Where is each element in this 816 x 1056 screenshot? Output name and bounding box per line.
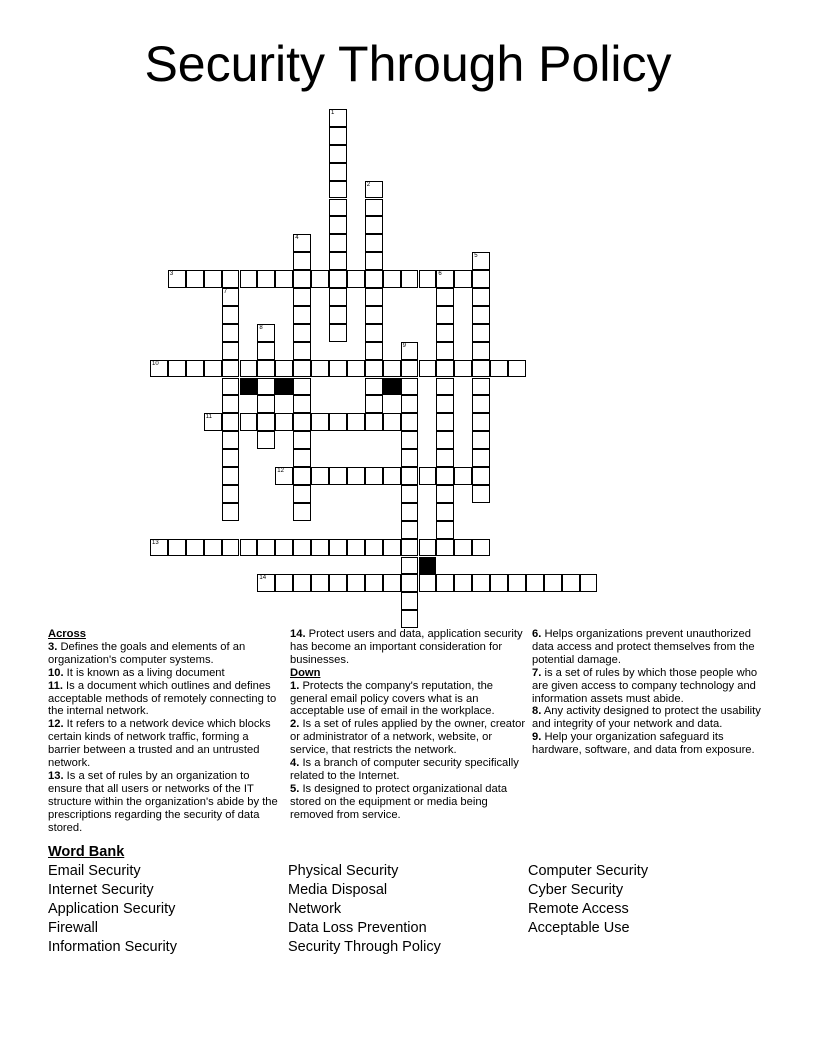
grid-cell[interactable] [508,360,526,378]
grid-cell[interactable] [329,252,347,270]
grid-cell[interactable] [365,539,383,557]
grid-cell[interactable] [472,252,490,270]
grid-cell[interactable] [293,431,311,449]
grid-cell[interactable] [222,503,240,521]
clue-number: 10 [152,360,159,367]
grid-cell[interactable] [293,503,311,521]
clue-number-label: 8. [532,705,542,718]
grid-cell[interactable] [186,270,204,288]
grid-cell[interactable] [329,163,347,181]
grid-cell[interactable] [365,395,383,413]
grid-cell[interactable] [329,306,347,324]
grid-cell[interactable] [347,360,365,378]
grid-cell[interactable] [454,539,472,557]
clue [48,680,284,719]
grid-cell[interactable] [508,574,526,592]
clue [48,641,284,667]
clue-number: 9 [402,342,406,349]
clue-number: 8 [259,324,263,331]
grid-cell[interactable] [240,360,258,378]
grid-cell[interactable] [436,539,454,557]
grid-cell[interactable] [204,270,222,288]
clue [532,667,770,706]
word-bank-entry: Firewall [48,920,98,936]
clue-text: It is known as a living document [63,666,225,679]
grid-cell[interactable] [150,360,168,378]
grid-cell[interactable] [365,467,383,485]
clue [290,628,528,667]
grid-cell[interactable] [293,485,311,503]
grid-cell[interactable] [436,360,454,378]
grid-cell[interactable] [257,574,275,592]
clue-number-label: 10. [48,666,64,679]
grid-cell[interactable] [472,360,490,378]
clue-number-label: 14. [290,628,306,640]
grid-cell[interactable] [419,467,437,485]
grid-cell[interactable] [222,378,240,396]
grid-cell[interactable] [275,574,293,592]
grid-cell[interactable] [472,324,490,342]
grid-cell[interactable] [436,503,454,521]
grid-cell[interactable] [222,288,240,306]
grid-cell[interactable] [222,395,240,413]
grid-cell[interactable] [401,521,419,539]
grid-cell[interactable] [257,342,275,360]
grid-cell[interactable] [257,360,275,378]
grid-cell[interactable] [365,306,383,324]
grid-cell[interactable] [401,449,419,467]
grid-cell[interactable] [329,574,347,592]
grid-cell[interactable] [293,252,311,270]
grid-cell[interactable] [472,467,490,485]
grid-cell[interactable] [293,306,311,324]
clues-column-2 [290,628,528,822]
grid-cell[interactable] [383,467,401,485]
clue [290,680,528,719]
grid-cell[interactable] [293,270,311,288]
grid-cell[interactable] [436,521,454,539]
grid-cell[interactable] [419,539,437,557]
grid-cell[interactable] [204,360,222,378]
clue-heading: Across [48,628,86,640]
grid-cell[interactable] [257,395,275,413]
grid-cell[interactable] [401,539,419,557]
clue-number: 11 [205,414,212,421]
grid-cell[interactable] [383,574,401,592]
grid-cell[interactable] [222,449,240,467]
grid-cell[interactable] [401,557,419,575]
grid-cell[interactable] [401,270,419,288]
black-cell [419,557,437,575]
clue-number: 6 [438,271,442,278]
clue-text: Protects the company's reputation, the general email policy covers what is an acceptable use of email in the workplace. [290,679,495,718]
grid-cell[interactable] [222,431,240,449]
grid-cell[interactable] [222,467,240,485]
grid-cell[interactable] [329,324,347,342]
grid-cell[interactable] [365,342,383,360]
grid-cell[interactable] [257,539,275,557]
grid-cell[interactable] [329,270,347,288]
grid-cell[interactable] [222,306,240,324]
clue-heading: Down [290,666,321,679]
grid-cell[interactable] [293,324,311,342]
grid-cell[interactable] [365,360,383,378]
clue-number-label: 6. [532,628,542,640]
grid-cell[interactable] [293,467,311,485]
grid-cell[interactable] [293,342,311,360]
clue-number: 2 [366,181,371,188]
clues-column-1 [48,628,284,835]
grid-cell[interactable] [419,574,437,592]
word-bank-entry: Data Loss Prevention [288,920,427,936]
grid-cell[interactable] [347,574,365,592]
grid-cell[interactable] [419,360,437,378]
word-bank-entry: Information Security [48,939,177,955]
black-cell [240,378,258,396]
clue-number: 1 [331,110,335,116]
grid-cell[interactable] [222,324,240,342]
grid-cell[interactable] [204,413,222,431]
grid-cell[interactable] [472,413,490,431]
grid-cell[interactable] [383,539,401,557]
black-cell [383,378,401,396]
grid-cell[interactable] [240,270,258,288]
clue-text: Is a set of rules by an organization to ensure that all users or networks of the IT structure within the organization's abide by the prescriptions regarding the security of data stored. [48,769,278,834]
grid-cell[interactable] [347,413,365,431]
grid-cell[interactable] [401,485,419,503]
grid-cell[interactable] [365,574,383,592]
grid-cell[interactable] [436,449,454,467]
grid-cell[interactable] [293,360,311,378]
grid-cell[interactable] [222,485,240,503]
clue-number-label: 11. [48,679,63,692]
grid-cell[interactable] [168,539,186,557]
grid-cell[interactable] [275,539,293,557]
word-bank-column [288,862,441,957]
grid-cell[interactable] [293,288,311,306]
grid-cell[interactable] [419,270,437,288]
word-bank-column [528,862,648,938]
clue-text: Defines the goals and elements of an organization's computer systems. [48,640,246,666]
grid-cell[interactable] [186,539,204,557]
grid-cell[interactable] [329,360,347,378]
grid-cell[interactable] [257,270,275,288]
clue-number-label: 12. [48,718,64,731]
word-bank-entry: Internet Security [48,882,154,898]
grid-cell[interactable] [347,539,365,557]
grid-cell[interactable] [472,485,490,503]
grid-cell[interactable] [383,413,401,431]
grid-cell[interactable] [401,592,419,610]
word-bank-entry: Network [288,901,342,917]
grid-cell[interactable] [365,216,383,234]
word-bank-entry: Physical Security [288,863,399,879]
grid-cell[interactable] [401,413,419,431]
black-cell [275,378,293,396]
page-title: Security Through Policy [144,36,672,92]
grid-cell[interactable] [383,270,401,288]
grid-cell[interactable] [365,324,383,342]
clue-text: Helps organizations prevent unauthorized data access and protect themselves from the potential damage. [532,628,755,666]
grid-cell[interactable] [436,413,454,431]
clue-number: 5 [474,253,478,260]
grid-cell[interactable] [562,574,580,592]
clue [532,705,770,731]
word-bank-entry: Acceptable Use [528,920,630,936]
word-bank-entry: Application Security [48,901,176,917]
grid-cell[interactable] [401,395,419,413]
clue-number: 7 [223,289,227,295]
clue-text: It refers to a network device which blocks certain kinds of network traffic, forming a barrier between a trusted and an untrusted network. [48,718,271,770]
clue [532,628,770,667]
grid-cell[interactable] [329,199,347,217]
grid-cell[interactable] [275,360,293,378]
clue-text: Is designed to protect organizational data stored on the equipment or media being removed from service. [290,782,508,821]
grid-cell[interactable] [365,413,383,431]
clue-number: 13 [152,539,159,546]
clue [48,667,284,680]
grid-cell[interactable] [401,342,419,360]
grid-cell[interactable] [365,199,383,217]
grid-cell[interactable] [436,378,454,396]
grid-cell[interactable] [436,431,454,449]
grid-cell[interactable] [365,181,383,199]
grid-cell[interactable] [222,413,240,431]
clue-number-label: 9. [532,731,542,744]
grid-cell[interactable] [544,574,562,592]
word-bank-column [48,862,177,957]
grid-cell[interactable] [472,342,490,360]
grid-cell[interactable] [293,234,311,252]
grid-cell[interactable] [311,360,329,378]
grid-cell[interactable] [436,324,454,342]
grid-cell[interactable] [275,467,293,485]
grid-cell[interactable] [257,431,275,449]
clue-text: is a set of rules by which those people who are given access to company technology and information assets must abide. [532,666,758,705]
grid-cell[interactable] [329,181,347,199]
grid-cell[interactable] [472,431,490,449]
word-bank-title: Word Bank [48,844,125,860]
clue-number: 4 [295,235,299,242]
grid-cell[interactable] [472,306,490,324]
clue-text: Is a document which outlines and defines acceptable methods of remotely connecting to the internal network. [48,679,277,718]
grid-cell[interactable] [275,270,293,288]
grid-cell[interactable] [401,378,419,396]
clue-number-label: 1. [290,679,300,692]
grid-cell[interactable] [490,574,508,592]
clue-text: Any activity designed to protect the usability and integrity of your network and data. [532,705,761,731]
grid-cell[interactable] [454,360,472,378]
grid-cell[interactable] [222,539,240,557]
grid-cell[interactable] [293,539,311,557]
grid-cell[interactable] [472,378,490,396]
grid-cell[interactable] [526,574,544,592]
grid-cell[interactable] [329,539,347,557]
grid-cell[interactable] [329,288,347,306]
grid-cell[interactable] [240,539,258,557]
grid-cell[interactable] [454,467,472,485]
clue [290,757,528,783]
grid-cell[interactable] [257,413,275,431]
grid-cell[interactable] [401,574,419,592]
grid-cell[interactable] [311,413,329,431]
clue-number: 12 [277,468,284,474]
grid-cell[interactable] [311,467,329,485]
grid-cell[interactable] [401,360,419,378]
clue-text: Help your organization safeguard its hardware, software, and data from exposure. [532,731,755,757]
grid-cell[interactable] [240,413,258,431]
grid-cell[interactable] [580,574,598,592]
grid-cell[interactable] [257,324,275,342]
grid-cell[interactable] [472,449,490,467]
grid-cell[interactable] [293,378,311,396]
grid-cell[interactable] [472,288,490,306]
grid-cell[interactable] [401,431,419,449]
grid-cell[interactable] [293,449,311,467]
grid-cell[interactable] [275,413,293,431]
grid-cell[interactable] [365,378,383,396]
grid-cell[interactable] [454,270,472,288]
grid-cell[interactable] [436,270,454,288]
clue-text: Is a set of rules applied by the owner, creator or administrator of a network, website, or service, that restricts the network. [290,718,526,757]
grid-cell[interactable] [436,288,454,306]
grid-cell[interactable] [222,270,240,288]
grid-cell[interactable] [454,574,472,592]
grid-cell[interactable] [150,539,168,557]
grid-cell[interactable] [365,288,383,306]
clue-text: Is a branch of computer security specifically related to the Internet. [290,757,519,782]
grid-cell[interactable] [311,270,329,288]
grid-cell[interactable] [329,467,347,485]
grid-cell[interactable] [365,234,383,252]
grid-cell[interactable] [222,360,240,378]
clue-text: Protect users and data, application security has become an important consideration for businesses. [290,628,523,666]
grid-cell[interactable] [293,574,311,592]
grid-cell[interactable] [329,109,347,127]
grid-cell[interactable] [347,270,365,288]
word-bank-entry: Remote Access [528,901,629,917]
grid-cell[interactable] [293,413,311,431]
grid-cell[interactable] [311,539,329,557]
grid-cell[interactable] [472,539,490,557]
grid-cell[interactable] [436,306,454,324]
grid-cell[interactable] [436,342,454,360]
grid-cell[interactable] [436,467,454,485]
grid-cell[interactable] [472,574,490,592]
word-bank-entry: Email Security [48,863,141,879]
grid-cell[interactable] [329,145,347,163]
grid-cell[interactable] [383,360,401,378]
grid-cell[interactable] [186,360,204,378]
clue-number-label: 4. [290,757,300,770]
word-bank-entry: Computer Security [528,863,649,879]
grid-cell[interactable] [401,467,419,485]
grid-cell[interactable] [365,252,383,270]
grid-cell[interactable] [365,270,383,288]
grid-cell[interactable] [401,503,419,521]
grid-cell[interactable] [329,413,347,431]
grid-cell[interactable] [329,216,347,234]
clue [48,718,284,770]
grid-cell[interactable] [293,395,311,413]
grid-cell[interactable] [204,539,222,557]
word-bank-entry: Media Disposal [288,882,388,898]
clue [532,731,770,757]
word-bank-entry: Cyber Security [528,882,624,898]
grid-cell[interactable] [401,610,419,628]
clue [290,718,528,757]
grid-cell[interactable] [472,270,490,288]
clue-number-label: 3. [48,640,58,653]
grid-cell[interactable] [257,378,275,396]
grid-cell[interactable] [168,360,186,378]
word-bank-entry: Security Through Policy [288,939,441,955]
grid-cell[interactable] [311,574,329,592]
grid-cell[interactable] [472,395,490,413]
clues-column-3 [532,628,770,757]
grid-cell[interactable] [347,467,365,485]
clue-number-label: 5. [290,782,300,795]
grid-cell[interactable] [436,395,454,413]
clue [48,770,284,835]
clue-number-label: 13. [48,769,64,782]
clue [290,783,528,822]
grid-cell[interactable] [436,485,454,503]
grid-cell[interactable] [222,342,240,360]
clue-number: 14 [259,575,267,582]
grid-cell[interactable] [490,360,508,378]
clue-number-label: 2. [290,718,300,731]
clue-number: 3 [169,271,174,278]
clue-number-label: 7. [532,666,542,679]
grid-cell[interactable] [329,234,347,252]
grid-cell[interactable] [329,127,347,145]
grid-cell[interactable] [168,270,186,288]
grid-cell[interactable] [436,574,454,592]
